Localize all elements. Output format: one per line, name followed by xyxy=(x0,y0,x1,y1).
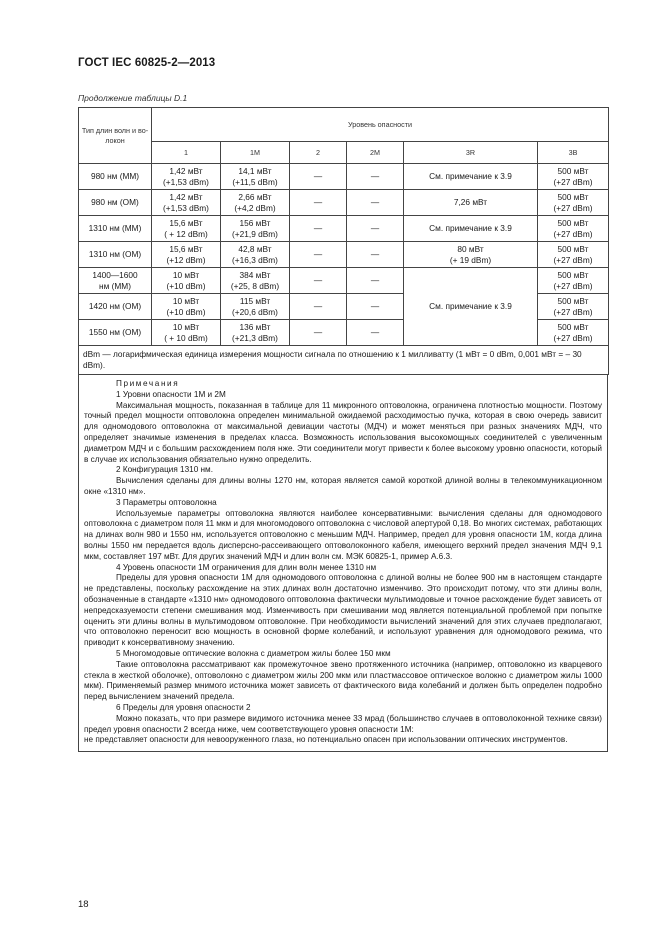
level-header: 3B xyxy=(538,142,609,164)
level-header: 3R xyxy=(404,142,538,164)
cell-type: 980 нм (ОМ) xyxy=(79,190,152,216)
cell-l1: 10 мВт (+10 dBm) xyxy=(152,294,221,320)
page-number: 18 xyxy=(78,899,89,910)
cell-type: 1420 нм (ОМ) xyxy=(79,294,152,320)
note-paragraph: Такие оптоволокна рассматривают как промежуточное звено протяженного источника (например, оптоволокно из кварцевого стекла в жесткой оболочке), оптоволокно с диаметром жилы 200 мкм или пластмассовое оптическое волокно с диаметром жилы 1000 мкм). Применяемый размер мнимого источника может зависеть от фактического вида колебаний и должен быть определен подробно перед вычислением значений предела. xyxy=(84,659,602,702)
level-header: 2 xyxy=(290,142,347,164)
cell-l2: — xyxy=(290,320,347,346)
note-paragraph: 5 Многомодовые оптические волокна с диаметром жилы более 150 мкм xyxy=(116,648,391,658)
note-paragraph: 4 Уровень опасности 1М ограничения для длин волн менее 1310 нм xyxy=(116,562,377,572)
cell-l1m: 384 мВт (+25, 8 dBm) xyxy=(221,268,290,294)
cell-l3b: 500 мВт (+27 dBm) xyxy=(538,164,609,190)
cell-l3r: См. примечание к 3.9 xyxy=(404,164,538,190)
dbm-footnote: dBm — логарифмическая единица измерения мощности сигнала по отношению к 1 милливатту (1 мВт = 0 dBm, 0,001 мВт = – 30 dBm). xyxy=(79,346,609,375)
cell-l2: — xyxy=(290,242,347,268)
cell-l2m: — xyxy=(347,242,404,268)
cell-l2m: — xyxy=(347,190,404,216)
cell-l3b: 500 мВт (+27 dBm) xyxy=(538,190,609,216)
table-wrapper xyxy=(78,107,608,752)
cell-l3b: 500 мВт (+27 dBm) xyxy=(538,294,609,320)
data-table xyxy=(78,107,609,375)
cell-l1: 15,6 мВт ( + 12 dBm) xyxy=(152,216,221,242)
cell-l1m: 2,66 мВт (+4,2 dBm) xyxy=(221,190,290,216)
note-paragraph: Вычисления сделаны для длины волны 1270 нм, которая является самой короткой длиной волны в телекоммуникационном окне «1310 нм». xyxy=(84,476,602,496)
notes-section xyxy=(78,375,608,752)
cell-type: 1310 нм (ММ) xyxy=(79,216,152,242)
cell-l1: 10 мВт ( + 10 dBm) xyxy=(152,320,221,346)
cell-l1m: 156 мВт (+21,9 dBm) xyxy=(221,216,290,242)
cell-l3r: 7,26 мВт xyxy=(404,190,538,216)
cell-l1m: 115 мВт (+20,6 dBm) xyxy=(221,294,290,320)
cell-l1m: 136 мВт (+21,3 dBm) xyxy=(221,320,290,346)
cell-l3r: См. примечание к 3.9 xyxy=(404,216,538,242)
cell-type: 1550 нм (ОМ) xyxy=(79,320,152,346)
cell-l2: — xyxy=(290,164,347,190)
cell-l3r: 80 мВт (+ 19 dBm) xyxy=(404,242,538,268)
table-continuation-caption: Продолжение таблицы D.1 xyxy=(78,93,188,103)
cell-type: 980 нм (ММ) xyxy=(79,164,152,190)
cell-l2: — xyxy=(290,216,347,242)
note-paragraph: Максимальная мощность, показанная в таблице для 11 микронного оптоволокна, ограничена плотностью мощности. Поэтому точный предел мощности оптоволокна определен минимальной ожидаемой расходимостью пучка, которая в свою очередь зависит для одномодового оптоволокна от максимальной девиации частоты (МДЧ) и может меняться при разных значениях МДЧ, что определяет значимые изменения в пределах класса. Возможность использования высокомощных соединителей с увеличенным диаметром МДЧ и с большим расхождением поля нже. Эти соединители могут привести к более высокому уровню опасности, который в случае их использования обязательно нужно определить. xyxy=(84,400,602,464)
col-header-levels: Уровень опасности xyxy=(152,108,609,142)
cell-l1: 15,6 мВт (+12 dBm) xyxy=(152,242,221,268)
note-paragraph: Используемые параметры оптоволокна являются наиболее консервативными: вычисления сделаны для одномодового оптоволокна с диаметром поля 11 мкм и для многомодового оптоволокна с числовой апертурой 0,18. Во многих системах, работающих на длинах волн 980 и 1550 нм, используется оптоволокно с меньшим МДЧ. Например, предел для уровня опасности 1М, когда длина волны 1550 нм передается вдоль дисперсно-рассеивающего оптоволоконного кабеля, имеющего верхний предел значения МДЧ 9,1 мкм, составляет 197 мВт. Для других значений МДЧ и длин волн см. МЭК 60825-1, пример А.6.3. xyxy=(84,508,602,561)
cell-l2m: — xyxy=(347,268,404,294)
cell-l3b: 500 мВт (+27 dBm) xyxy=(538,320,609,346)
table-row xyxy=(79,164,609,190)
cell-l1m: 42,8 мВт (+16,3 dBm) xyxy=(221,242,290,268)
cell-l3b: 500 мВт (+27 dBm) xyxy=(538,242,609,268)
cell-type: 1400—1600 нм (ММ) xyxy=(79,268,152,294)
cell-l1: 1,42 мВт (+1,53 dBm) xyxy=(152,164,221,190)
note-paragraph: 3 Параметры оптоволокна xyxy=(116,497,217,507)
table-row xyxy=(79,216,609,242)
note-paragraph: Пределы для уровня опасности 1М для одномодового оптоволокна с длиной волны не более 900 нм в настоящем стандарте не представлены, поскольку расхождение на этих длинах волн достаточно изменчиво. Это происходит потому, что эти длины волн, обозначенные в стандарте «1310 нм» одномодового оптоволокна фактически мультимодовые и точное расхождение будет зависеть от непредсказуемости степени смешивания мод. Изменчивость при смешивании мод является потенциальной проблемой при попытке оценить эти длины волны в мультимодовом оптоволокне. При необходимости вычислений значений для этих случаев предполагают, что оптоволокно переносит всю мощность в основной форме колебаний, и используют уравнения для одномодового режима, что приводит к консервативному значению. xyxy=(84,573,602,648)
col-header-type: Тип длин волн и во-локон xyxy=(79,108,152,164)
cell-l3b: 500 мВт (+27 dBm) xyxy=(538,216,609,242)
table-row xyxy=(79,242,609,268)
note-paragraph: Можно показать, что при размере видимого источника менее 33 мрад (большинство случаев в оптоволоконной технике связи) предел уровня опасности 2 всегда ниже, чем соответствующего уровня опасности 1М: xyxy=(84,713,602,734)
cell-l2m: — xyxy=(347,164,404,190)
cell-l2m: — xyxy=(347,320,404,346)
cell-l3b: 500 мВт (+27 dBm) xyxy=(538,268,609,294)
cell-l3r-merged: См. примечание к 3.9 xyxy=(404,268,538,346)
cell-l2m: — xyxy=(347,294,404,320)
level-header: 1M xyxy=(221,142,290,164)
level-header: 2M xyxy=(347,142,404,164)
cell-l2m: — xyxy=(347,216,404,242)
cell-l1: 1,42 мВт (+1,53 dBm) xyxy=(152,190,221,216)
note-paragraph: 2 Конфигурация 1310 нм. xyxy=(116,465,213,475)
note-paragraph: не представляет опасности для невооруженного глаза, но потенциально опасен при использовании оптических инструментов. xyxy=(84,735,568,745)
level-header: 1 xyxy=(152,142,221,164)
document-title: ГОСТ IEC 60825-2—2013 xyxy=(78,57,216,69)
notes-heading: Примечания xyxy=(116,379,180,388)
cell-l2: — xyxy=(290,294,347,320)
note-paragraph: 6 Пределы для уровня опасности 2 xyxy=(116,702,251,712)
cell-l1m: 14,1 мВт (+11,5 dBm) xyxy=(221,164,290,190)
cell-type: 1310 нм (ОМ) xyxy=(79,242,152,268)
cell-l2: — xyxy=(290,268,347,294)
table-row xyxy=(79,190,609,216)
cell-l2: — xyxy=(290,190,347,216)
note-paragraph: 1 Уровни опасности 1М и 2М xyxy=(116,389,226,399)
cell-l1: 10 мВт (+10 dBm) xyxy=(152,268,221,294)
table-row xyxy=(79,268,609,294)
